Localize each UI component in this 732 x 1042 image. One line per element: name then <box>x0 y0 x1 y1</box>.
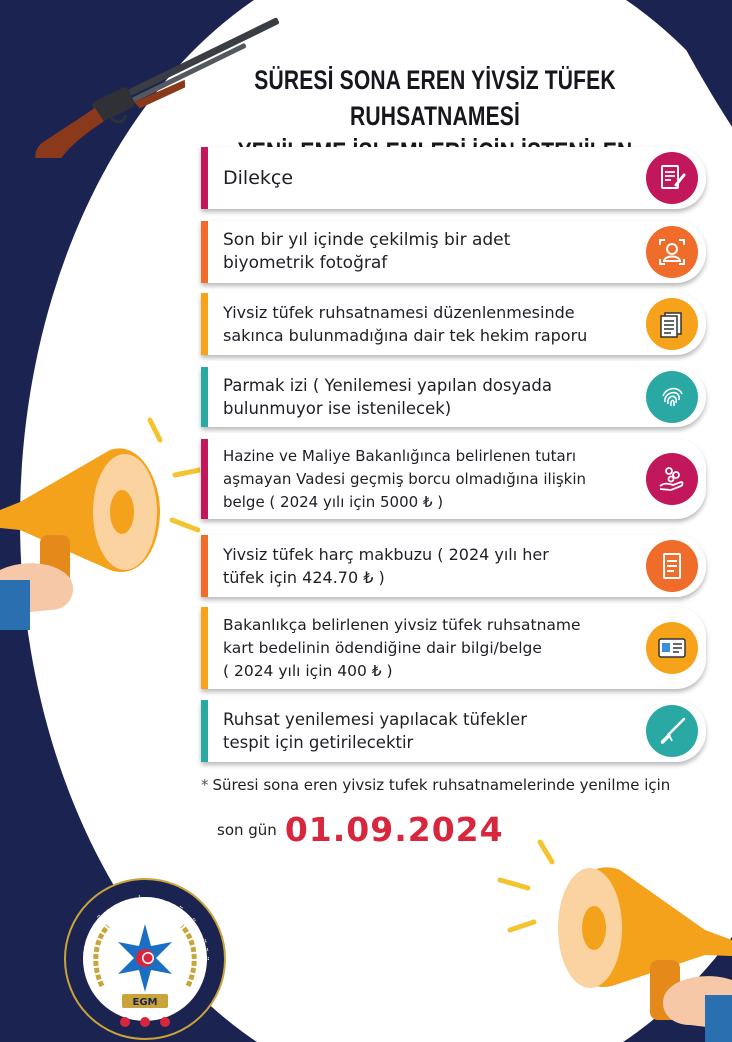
requirement-item-photo <box>201 221 706 283</box>
item-text: Bakanlıkça belirlenen yivsiz tüfek ruhsatname <box>223 615 581 634</box>
item-text: sakınca bulunmadığına dair tek hekim raporu <box>223 326 588 345</box>
megaphone-left-illustration <box>0 410 200 640</box>
item-text: aşmayan Vadesi geçmiş borcu olmadığına ilişkin <box>223 469 587 488</box>
requirement-item-fingerprint <box>201 367 706 427</box>
item-accent-bar <box>201 607 208 689</box>
title-line-1: SÜRESİ SONA EREN YİVSİZ TÜFEK RUHSATNAMESİ <box>254 65 616 131</box>
item-text: Dilekçe <box>223 166 294 189</box>
item-text: Yivsiz tüfek harç makbuzu ( 2024 yılı her <box>223 545 549 564</box>
receipt-icon <box>646 540 698 592</box>
rifle-icon <box>646 705 698 757</box>
requirement-item-license-card-fee <box>201 607 706 689</box>
logo-ring-textpath: KARABÜK EMNİYET MÜDÜRLÜĞÜ <box>81 895 209 963</box>
item-accent-bar <box>201 147 208 209</box>
item-text: Hazine ve Maliye Bakanlığınca belirlenen tutarı <box>223 446 577 465</box>
id-card-icon <box>646 622 698 674</box>
item-accent-bar <box>201 535 208 597</box>
item-text: Ruhsat yenilemesi yapılacak tüfekler <box>223 710 527 729</box>
deadline-date: 01.09.2024 <box>284 810 504 849</box>
item-text: Yivsiz tüfek ruhsatnamesi düzenlenmesinde <box>223 303 575 322</box>
item-text: ( 2024 yılı için 400 ₺ ) <box>223 661 393 680</box>
item-accent-bar <box>201 367 208 427</box>
item-text: Parmak izi ( Yenilemesi yapılan dosyada <box>223 376 552 395</box>
item-text: belge ( 2024 yılı için 5000 ₺ ) <box>223 492 444 511</box>
requirement-item-medical-report <box>201 293 706 355</box>
document-pen-icon <box>646 152 698 204</box>
item-text: kart bedelinin ödendiğine dair bilgi/belge <box>223 638 542 657</box>
item-accent-bar <box>201 439 208 519</box>
hand-coins-icon <box>646 453 698 505</box>
karabuk-police-logo <box>62 876 228 1042</box>
megaphone-right-illustration <box>490 830 732 1042</box>
requirement-item-no-debt-certificate <box>201 439 706 519</box>
papers-icon <box>646 298 698 350</box>
requirement-item-rifles <box>201 700 706 762</box>
item-accent-bar <box>201 293 208 355</box>
requirement-item-petition <box>201 147 706 209</box>
deadline-note <box>201 776 670 794</box>
item-text: biyometrik fotoğraf <box>223 253 388 273</box>
item-text: Son bir yıl içinde çekilmiş bir adet <box>223 230 511 250</box>
deadline <box>217 810 504 849</box>
item-text: tespit için getirilecektir <box>223 733 414 752</box>
logo-abbr: EGM <box>132 997 158 1008</box>
requirement-item-fee-receipt <box>201 535 706 597</box>
note-star: * <box>201 776 209 794</box>
item-accent-bar <box>201 221 208 283</box>
item-text: bulunmuyor ise istenilecek) <box>223 399 452 418</box>
item-text: tüfek için 424.70 ₺ ) <box>223 568 385 587</box>
deadline-label: son gün <box>217 821 277 839</box>
fingerprint-icon <box>646 371 698 423</box>
item-accent-bar <box>201 700 208 762</box>
note-text: Süresi sona eren yivsiz tufek ruhsatnamelerinde yenilme için <box>212 776 671 794</box>
person-photo-icon <box>646 226 698 278</box>
